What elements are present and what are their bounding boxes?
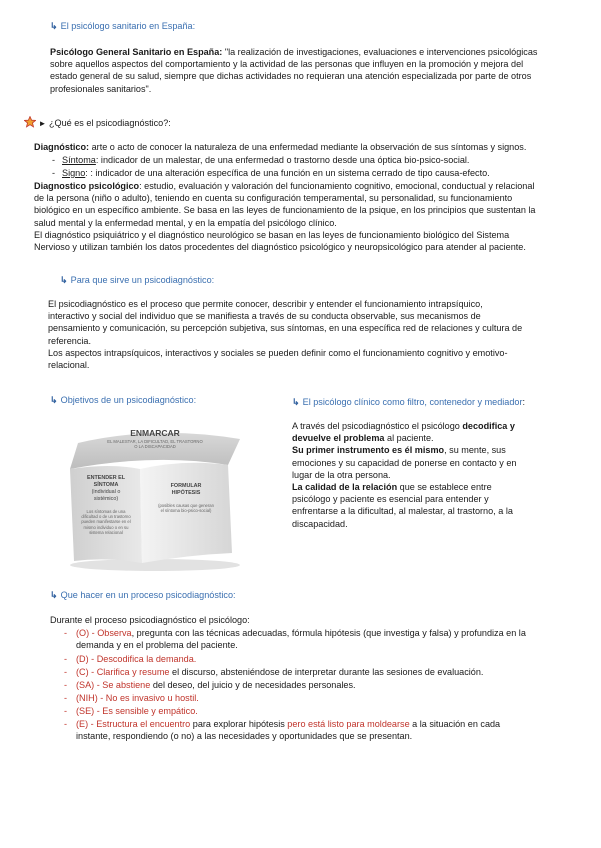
list-item-sintoma: Síntoma: indicador de un malestar, de una enfermedad o trastorno desde una óptica bio-psico-social. bbox=[62, 155, 470, 165]
section-heading-que-hacer: ↳ Que hacer en un proceso psicodiagnóstico: bbox=[50, 590, 236, 600]
paragraph-diagnostico: Diagnóstico: arte o acto de conocer la naturaleza de una enfermedad mediante la observación de sus síntomas y signos. bbox=[34, 142, 527, 152]
list-item-abstiene: (SA) - Se abstiene del deseo, del juicio y de necesidades personales. bbox=[76, 680, 356, 690]
arrow-icon: ↳ bbox=[292, 397, 300, 407]
list-item-observa: (O) - Observa, pregunta con las técnicas adecuadas, fórmula hipótesis (que investiga y falsa) y profundiza en la demanda y en el problema del paciente. bbox=[76, 628, 526, 651]
paragraph-diagnostico-psicologico: Diagnostico psicológico: estudio, evaluación y valoración del funcionamiento cognitivo, emocional, conductual y relacional de la persona (niño o adulto), teniendo en cuenta su configuración temperamental, su personalidad, su funcionamiento biológico en un específico ambiente. Se basa en las leyes de funcionamiento de la psique, en los principios que sustentan la salud mental y la enfermedad mental, y en la empatía del psicólogo clínico. El diagnóstico psiquiátrico y el diagnóstico neurológico se basan en las leyes de funcionamiento biológico del Sistema Nervioso y utilizan también los datos procedentes del diagnóstico psicológico y neuropsicológico para atender al paciente. bbox=[34, 181, 536, 253]
star-icon bbox=[24, 116, 36, 128]
list-item-signo: Signo: : indicador de una alteración específica de una función en un sistema cerrado de tipo causa-efecto. bbox=[62, 168, 490, 178]
section-heading-que-es: ► ¿Qué es el psicodiagnóstico?: bbox=[24, 116, 171, 130]
objectives-cube-image: ENMARCAR EL MALESTAR, LA DIFICULTAD, EL TRASTORNO O LA DISCAPACIDAD ENTENDER EL SÍNTOMA (individual o sistémico) Los síntomas de una dificultad o de un trastorno pueden manifestarse en el mismo individuo o en su sistema relacional FORMULAR HIPÓTESIS (posibles causas que generan el síntoma bio-psico-social) bbox=[60, 413, 250, 573]
paragraph-filtro: A través del psicodiagnóstico el psicólogo decodifica y devuelve el problema al paciente. Su primer instrumento es él mismo, su mente, sus emociones y su capacidad de ponerse en contacto y en lugar de la otra persona. La calidad de la relación que se establece entre psicólogo y paciente es esencial para entender y enfrentarse a la dificultad, al malestar, al trastorno, a la discapacidad. bbox=[292, 421, 517, 529]
paragraph-para-que: El psicodiagnóstico es el proceso que permite conocer, describir y entender el funcionamiento intrapsíquico, interactivo y social del individuo que se manifiesta a través de su conducta observable, sus mecanismos de pensamiento y comunicación, su percepción subjetiva, sus síntomas, en una específica red de relaciones y cultura de referencia. Los aspectos intrapsíquicos, interactivos y sociales se pueden definir como el funcionamiento cognitivo y emotivo- relacional. bbox=[48, 299, 523, 371]
section-heading-objetivos: ↳ Objetivos de un psicodiagnóstico: bbox=[50, 395, 197, 405]
list-item-estructura: (E) - Estructura el encuentro para explorar hipótesis pero está listo para moldearse a la situación en cada instante, respondiendo (o no) a las necesidades y oportunidades que se presentan. bbox=[76, 719, 501, 742]
section-heading-filtro: ↳ El psicólogo clínico como filtro, contenedor y mediador: bbox=[292, 397, 526, 407]
list-item-descodifica: (D) - Descodifica la demanda. bbox=[76, 654, 197, 664]
triangle-icon: ► bbox=[38, 119, 47, 128]
arrow-icon: ↳ bbox=[50, 21, 58, 31]
term-psicologo-sanitario: Psicólogo General Sanitario en España: bbox=[50, 47, 223, 57]
list-item-clarifica: (C) - Clarifica y resume el discurso, absteniéndose de interpretar durante las sesiones de evaluación. bbox=[76, 667, 484, 677]
arrow-icon: ↳ bbox=[60, 275, 68, 285]
paragraph-sanitario: Psicólogo General Sanitario en España: "la realización de investigaciones, evaluaciones e intervenciones psicológicas sobre aquellos aspectos del comportamiento y la actividad de las personas que influyen en la promoción y mejora del estado general de su salud, siempre que dichas actividades no requieran una atención especializada por parte de otros profesionales sanitarios". bbox=[50, 47, 538, 94]
cube-left-face: ENTENDER EL SÍNTOMA (individual o sistémico) Los síntomas de una dificultad o de un trastorno pueden manifestarse en el mismo individuo o en su sistema relacional bbox=[81, 475, 131, 535]
cube-top-title: ENMARCAR bbox=[130, 428, 180, 438]
section-heading-sanitario: ↳ El psicólogo sanitario en España: bbox=[50, 21, 196, 31]
intro-que-hacer: Durante el proceso psicodiagnóstico el psicólogo: bbox=[50, 615, 250, 625]
arrow-icon: ↳ bbox=[50, 395, 58, 405]
section-heading-para-que: ↳ Para que sirve un psicodiagnóstico: bbox=[60, 275, 215, 285]
cube-right-face: FORMULAR HIPÓTESIS (posibles causas que generan el síntoma bio-psico-social) bbox=[158, 483, 214, 514]
arrow-icon: ↳ bbox=[50, 590, 58, 600]
list-item-sensible: (SE) - Es sensible y empático. bbox=[76, 706, 198, 716]
list-item-no-invasivo: (NIH) - No es invasivo u hostil. bbox=[76, 693, 199, 703]
